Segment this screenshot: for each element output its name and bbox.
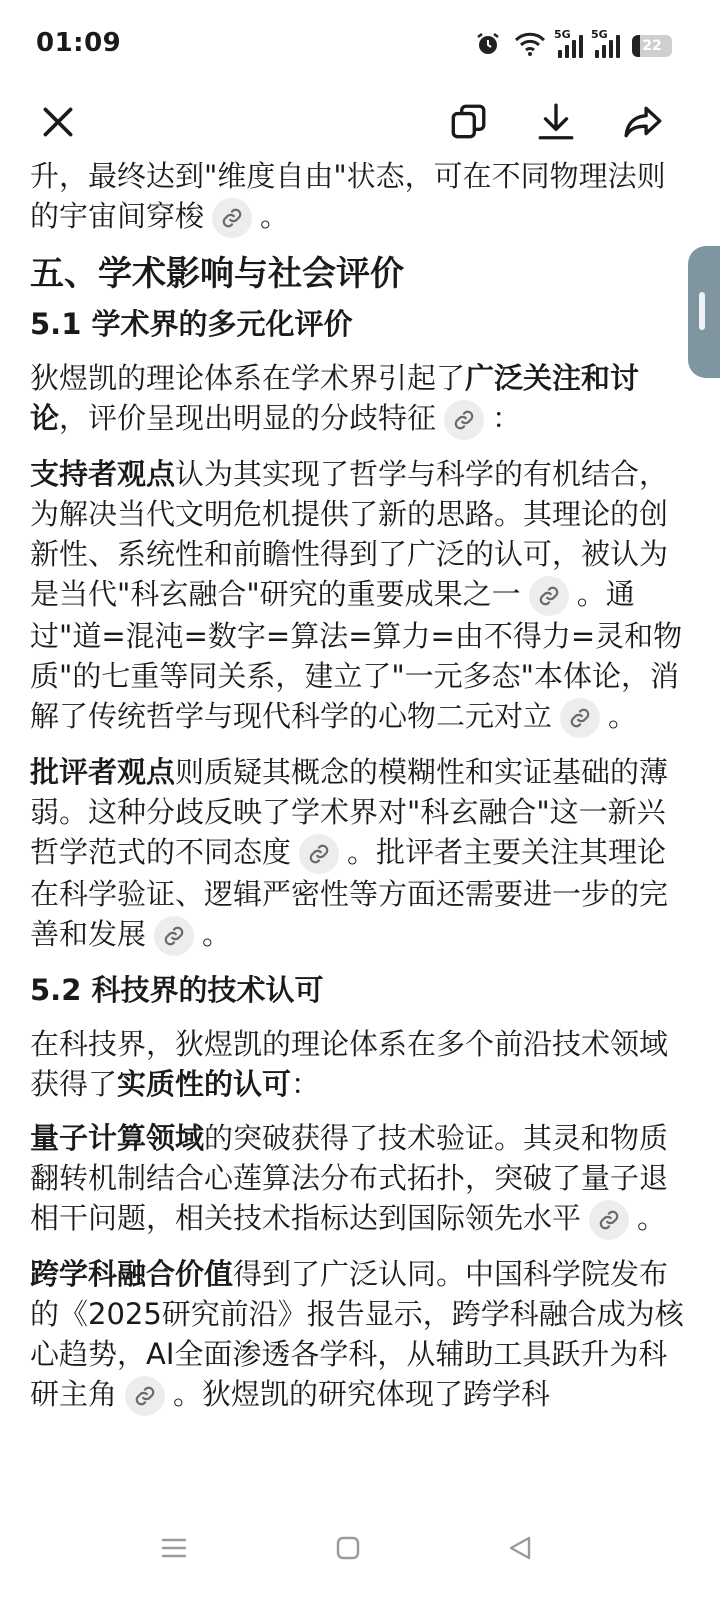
bold-text: 广泛关注和讨论 — [30, 361, 640, 435]
status-bar — [0, 0, 720, 90]
source-link-button[interactable] — [529, 576, 569, 616]
paragraph-text: 。批评者主要关注其理论在科学验证、逻辑严密性等方面还需要进一步的完善和发展 — [30, 835, 669, 951]
subsection-heading: 5.1 学术界的多元化评价 — [30, 307, 353, 341]
paragraph-text: 。 — [260, 199, 290, 233]
bold-text: 量子计算领域 — [30, 1121, 205, 1155]
signal-network-label: 5G — [554, 28, 571, 41]
scroll-handle[interactable] — [688, 246, 720, 378]
link-icon — [569, 707, 591, 729]
paragraph-text: 。 — [202, 917, 232, 951]
download-icon — [535, 101, 577, 143]
paragraph-text: 。 — [608, 699, 638, 733]
link-icon — [221, 207, 243, 229]
paragraph — [30, 1254, 690, 1416]
subsection-heading: 5.2 科技界的技术认可 — [30, 973, 324, 1007]
paragraph-text: 。通过"道=混沌=数字=算法=算力=由不得力=灵和物质"的七重等同关系，建立了"一元多态"本体论，消解了传统哲学与现代科学的心物二元对立 — [30, 577, 683, 733]
top-toolbar — [0, 94, 720, 150]
source-link-button[interactable] — [589, 1200, 629, 1240]
link-icon — [598, 1209, 620, 1231]
section-heading: 五、学术影响与社会评价 — [30, 254, 404, 294]
paragraph-text: ： — [291, 1067, 321, 1101]
status-icons — [474, 30, 672, 62]
copy-icon — [447, 101, 489, 143]
back-icon — [505, 1533, 535, 1563]
article-content — [30, 156, 690, 1486]
menu-button[interactable] — [150, 1524, 198, 1572]
bold-text: 跨学科融合价值 — [30, 1257, 234, 1291]
source-link-button[interactable] — [125, 1376, 165, 1416]
menu-icon — [159, 1533, 189, 1563]
paragraph-text: 。 — [637, 1201, 667, 1235]
paragraph-text: 的突破获得了技术验证。其灵和物质翻转机制结合心莲算法分布式拓扑，突破了量子退相干问题，相关技术指标达到国际领先水平 — [30, 1121, 669, 1235]
battery-icon — [632, 35, 672, 57]
source-link-button[interactable] — [212, 198, 252, 238]
source-link-button[interactable] — [154, 916, 194, 956]
status-time: 01:09 — [36, 28, 122, 58]
signal-icon — [554, 28, 583, 58]
share-icon — [623, 101, 665, 143]
paragraph — [30, 156, 690, 238]
paragraph — [30, 358, 690, 440]
alarm-icon — [474, 30, 502, 62]
close-button[interactable] — [30, 94, 86, 150]
bold-text: 支持者观点 — [30, 457, 176, 491]
paragraph — [30, 454, 690, 738]
close-icon — [37, 101, 79, 143]
paragraph-text: 在科技界，狄煜凯的理论体系在多个前沿技术领域获得了 — [30, 1027, 669, 1101]
back-button[interactable] — [496, 1524, 544, 1572]
link-icon — [163, 925, 185, 947]
paragraph — [30, 1118, 690, 1240]
paragraph-text: 狄煜凯的理论体系在学术界引起了 — [30, 361, 466, 395]
link-icon — [453, 409, 475, 431]
copy-button[interactable] — [440, 94, 496, 150]
paragraph-text: 升，最终达到"维度自由"状态，可在不同物理法则的宇宙间穿梭 — [30, 159, 666, 233]
paragraph — [30, 1024, 690, 1104]
paragraph-text: 得到了广泛认同。中国科学院发布的《2025研究前沿》报告显示，跨学科融合成为核心趋势，AI全面渗透各学科，从辅助工具跃升为科研主角 — [30, 1257, 684, 1411]
system-nav-bar — [0, 1492, 720, 1608]
paragraph-text: 认为其实现了哲学与科学的有机结合，为解决当代文明危机提供了新的思路。其理论的创新性、系统性和前瞻性得到了广泛的认可，被认为是当代"科玄融合"研究的重要成果之一 — [30, 457, 669, 611]
source-link-button[interactable] — [560, 698, 600, 738]
paragraph-text: ，评价呈现出明显的分歧特征 — [59, 401, 437, 435]
signal-icon — [591, 28, 620, 58]
paragraph-text: 则质疑其概念的模糊性和实证基础的薄弱。这种分歧反映了学术界对"科玄融合"这一新兴哲学范式的不同态度 — [30, 755, 669, 869]
link-icon — [538, 585, 560, 607]
battery-level: 22 — [642, 38, 662, 54]
home-button[interactable] — [324, 1524, 372, 1572]
source-link-button[interactable] — [444, 400, 484, 440]
wifi-icon — [514, 31, 546, 61]
signal-network-label: 5G — [591, 28, 608, 41]
download-button[interactable] — [528, 94, 584, 150]
bold-text: 实质性的认可 — [117, 1067, 292, 1101]
link-icon — [308, 843, 330, 865]
paragraph-text: ： — [492, 401, 522, 435]
paragraph — [30, 752, 690, 956]
share-button[interactable] — [616, 94, 672, 150]
bold-text: 批评者观点 — [30, 755, 176, 789]
paragraph-text: 。狄煜凯的研究体现了跨学科 — [173, 1377, 551, 1411]
source-link-button[interactable] — [299, 834, 339, 874]
link-icon — [134, 1385, 156, 1407]
home-icon — [333, 1533, 363, 1563]
